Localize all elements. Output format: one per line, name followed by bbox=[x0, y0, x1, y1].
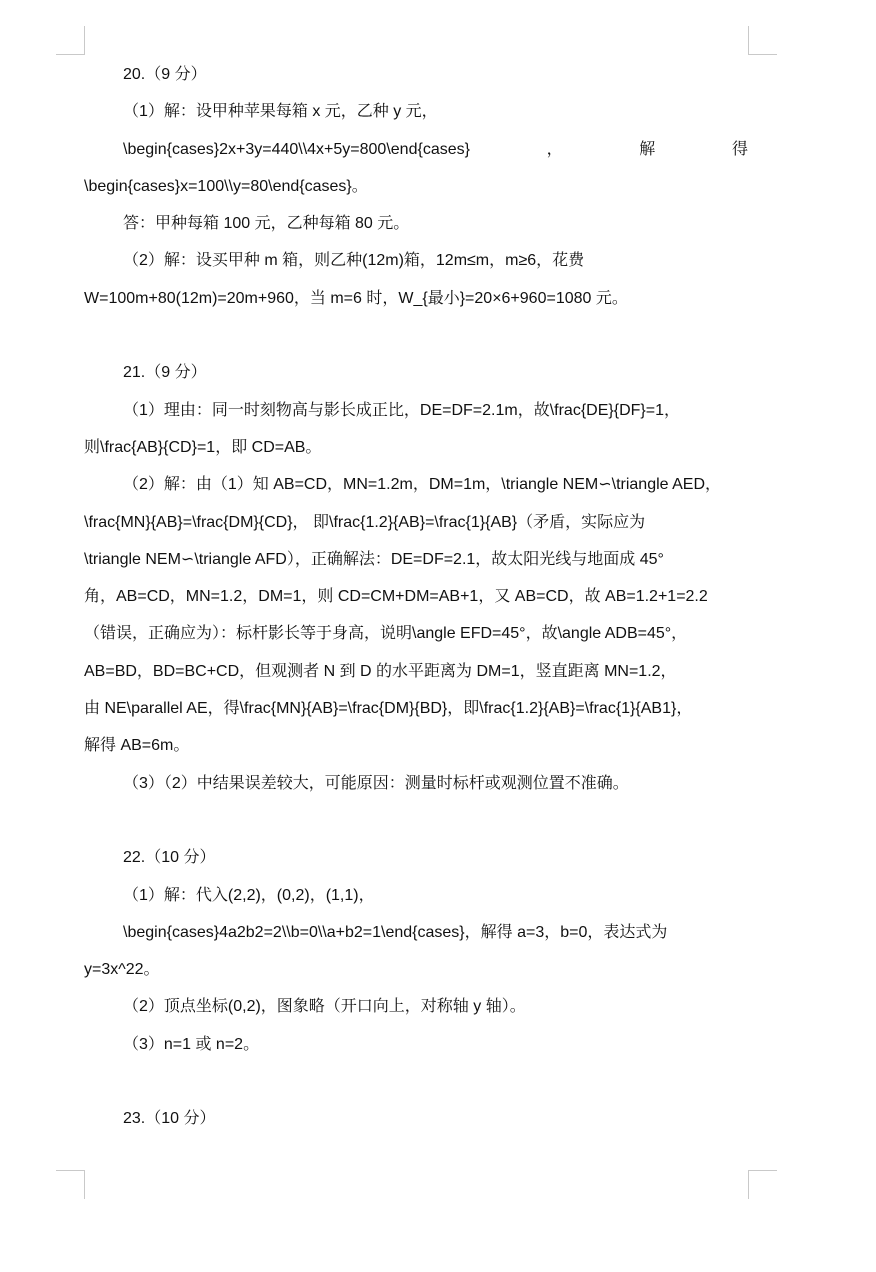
q23-heading: 23.（10 分） bbox=[123, 1110, 216, 1128]
blank-line bbox=[84, 802, 748, 839]
q20-line: （2）解：设买甲种 m 箱，则乙种(12m)箱，12m≤m，m≥6，花费 bbox=[123, 252, 585, 270]
document-body bbox=[84, 56, 748, 1138]
q20-equation: \begin{cases}2x+3y=440\\4x+5y=800\end{cases} bbox=[123, 140, 470, 158]
blank-line bbox=[84, 317, 748, 354]
q20-line bbox=[84, 131, 748, 168]
q22-line: （2）顶点坐标(0,2)，图象略（开口向上，对称轴 y 轴）。 bbox=[123, 998, 526, 1016]
q21-line: 角，AB=CD，MN=1.2，DM=1，则 CD=CM+DM=AB+1，又 AB=CD，故 AB=1.2+1=2.2 bbox=[84, 588, 708, 606]
q22-line: （1）解：代入(2,2)，(0,2)，(1,1)， bbox=[123, 886, 375, 904]
q21-line: \frac{MN}{AB}=\frac{DM}{CD}， 即\frac{1.2}{AB}=\frac{1}{AB}（矛盾，实际应为 bbox=[84, 513, 646, 531]
q20-line: 答：甲种每箱 100 元，乙种每箱 80 元。 bbox=[123, 215, 410, 233]
q20-line: （1）解：设甲种苹果每箱 x 元，乙种 y 元， bbox=[123, 103, 438, 121]
q21-line: 则\frac{AB}{CD}=1，即 CD=AB。 bbox=[84, 438, 322, 456]
q21-line: AB=BD，BD=BC+CD，但观测者 N 到 D 的水平距离为 DM=1，竖直距离 MN=1.2， bbox=[84, 662, 677, 680]
q21-line: 由 NE\parallel AE，得\frac{MN}{AB}=\frac{DM}{BD}，即\frac{1.2}{AB}=\frac{1}{AB1}， bbox=[84, 700, 693, 718]
q22-line: y=3x^22。 bbox=[84, 961, 160, 979]
q20-word: 得 bbox=[731, 140, 748, 158]
q20-line: \begin{cases}x=100\\y=80\end{cases}。 bbox=[84, 177, 368, 195]
q20-word: 解 bbox=[639, 140, 656, 158]
margin-corner-bottom-right bbox=[748, 1170, 777, 1199]
margin-corner-bottom-left bbox=[56, 1170, 85, 1199]
q21-line: （1）理由：同一时刻物高与影长成正比，DE=DF=2.1m，故\frac{DE}{DF}=1， bbox=[123, 401, 681, 419]
margin-corner-top-left bbox=[56, 26, 85, 55]
margin-corner-top-right bbox=[748, 26, 777, 55]
q20-heading: 20.（9 分） bbox=[123, 66, 207, 83]
q20-line: W=100m+80(12m)=20m+960，当 m=6 时，W_{最小}=20×6+960=1080 元。 bbox=[84, 289, 628, 307]
q22-line: （3）n=1 或 n=2。 bbox=[123, 1035, 260, 1053]
q21-line: （错误，正确应为）：标杆影长等于身高，说明\angle EFD=45°，故\angle ADB=45°， bbox=[84, 625, 688, 643]
q21-line: \triangle NEM∽\triangle AFD），正确解法：DE=DF=2.1，故太阳光线与地面成 45° bbox=[84, 550, 664, 568]
q20-comma: ， bbox=[546, 140, 563, 158]
q21-line: （2）解：由（1）知 AB=CD，MN=1.2m，DM=1m，\triangle NEM∽\triangle AED， bbox=[123, 476, 722, 494]
q22-line: \begin{cases}4a2b2=2\\b=0\\a+b2=1\end{cases}，解得 a=3，b=0，表达式为 bbox=[123, 923, 668, 941]
q21-line: 解得 AB=6m。 bbox=[84, 737, 190, 755]
q21-heading: 21.（9 分） bbox=[123, 364, 207, 382]
blank-line bbox=[84, 1063, 748, 1100]
q21-line: （3）（2）中结果误差较大，可能原因：测量时标杆或观测位置不准确。 bbox=[123, 774, 629, 792]
q22-heading: 22.（10 分） bbox=[123, 849, 216, 867]
